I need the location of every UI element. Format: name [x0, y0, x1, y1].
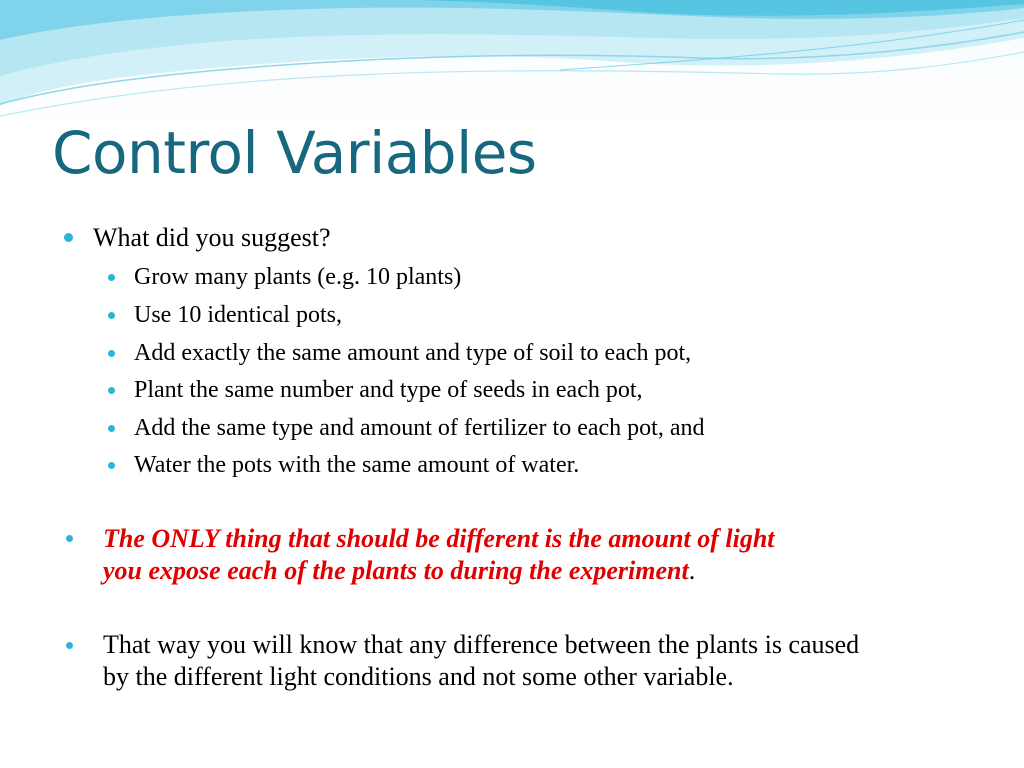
emphasis-period: . — [688, 556, 696, 585]
conclusion-line-2: by the different light conditions and not some other variable. — [103, 662, 734, 691]
bullet-icon — [66, 642, 73, 649]
suggestion-item: Use 10 identical pots, — [134, 302, 342, 328]
bullet-icon — [108, 462, 115, 469]
bullet-icon — [108, 350, 115, 357]
slide-title: Control Variables — [52, 119, 537, 187]
suggestion-item: Plant the same number and type of seeds in each pot, — [134, 377, 643, 403]
suggestion-item: Water the pots with the same amount of water. — [134, 452, 580, 478]
bullet-icon — [108, 312, 115, 319]
bullet-icon — [108, 387, 115, 394]
question-text: What did you suggest? — [93, 223, 331, 252]
bullet-icon — [64, 233, 73, 242]
suggestion-item: Add exactly the same amount and type of soil to each pot, — [134, 340, 692, 366]
bullet-icon — [108, 274, 115, 281]
emphasis-paragraph — [103, 523, 775, 587]
bullet-icon — [108, 425, 115, 432]
bullet-icon — [66, 535, 73, 542]
suggestion-item: Add the same type and amount of fertilizer to each pot, and — [134, 415, 705, 441]
emphasis-line-1: The ONLY thing that should be different is the amount of light — [103, 524, 775, 553]
suggestion-item: Grow many plants (e.g. 10 plants) — [134, 264, 462, 290]
conclusion-line-1: That way you will know that any difference between the plants is caused — [103, 630, 860, 659]
emphasis-line-2: you expose each of the plants to during the experiment — [103, 556, 689, 585]
decorative-wave-header — [0, 0, 1024, 130]
conclusion-paragraph — [103, 629, 859, 693]
